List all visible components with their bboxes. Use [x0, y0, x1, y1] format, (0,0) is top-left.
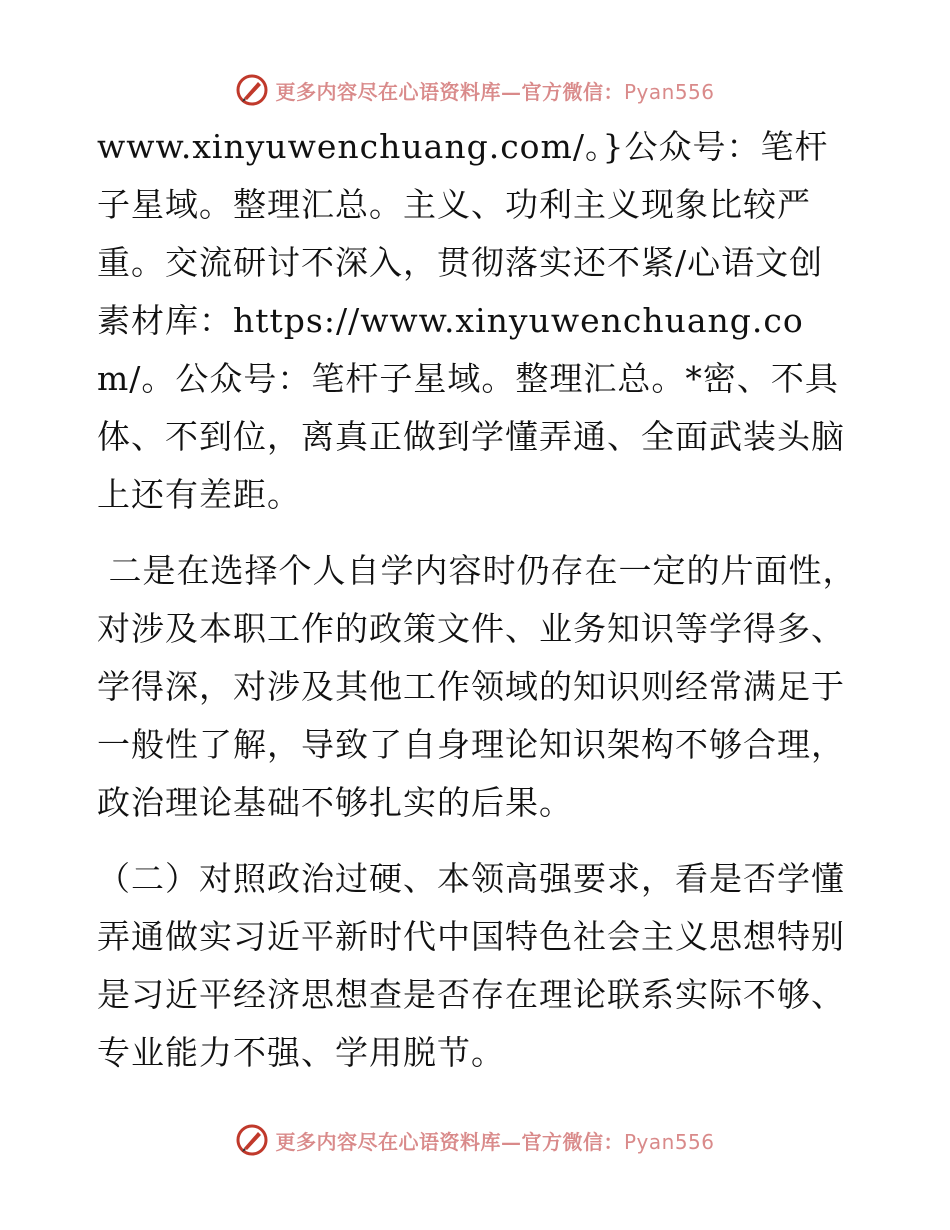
pen-emblem-icon: [235, 1123, 269, 1157]
footer-watermark: [0, 1118, 950, 1162]
paragraph-1: www.xinyuwenchuang.com/。}公众号：笔杆子星域。整理汇总。主义、功利主义现象比较严重。交流研讨不深入，贯彻落实还不紧/心语文创素材库：https://www.xinyuwenchuang.com/。公众号：笔杆子星域。整理汇总。*密、不具体、不到位，离真正做到学懂弄通、全面武装头脑上还有差距。: [97, 127, 845, 514]
watermark-text: 更多内容尽在心语资料库—官方微信：Pyan556: [275, 1129, 715, 1154]
pen-emblem-icon: [235, 73, 269, 107]
document-body: [97, 118, 857, 1082]
watermark-text: 更多内容尽在心语资料库—官方微信：Pyan556: [275, 79, 715, 104]
header-watermark: [0, 68, 950, 112]
paragraph-3: （二）对照政治过硬、本领高强要求，看是否学懂弄通做实习近平新时代中国特色社会主义思想特别是习近平经济思想查是否存在理论联系实际不够、专业能力不强、学用脱节。: [97, 859, 845, 1072]
paragraph-2: 二是在选择个人自学内容时仍存在一定的片面性，对涉及本职工作的政策文件、业务知识等学得多、学得深，对涉及其他工作领域的知识则经常满足于一般性了解，导致了自身理论知识架构不够合理，政治理论基础不够扎实的后果。: [97, 551, 857, 822]
